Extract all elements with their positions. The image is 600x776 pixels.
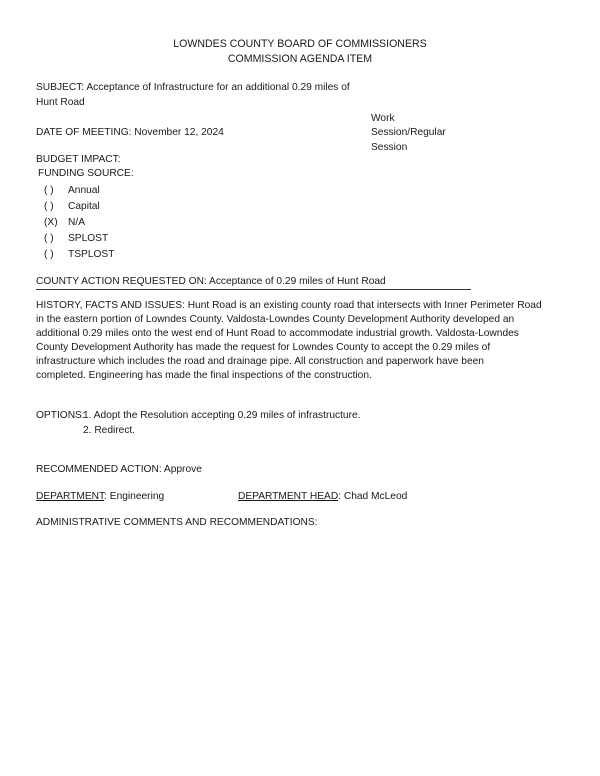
funding-mark: ( ): [44, 201, 54, 212]
department-value: : Engineering: [104, 491, 165, 502]
history-line: in the eastern portion of Lowndes County. Valdosta-Lowndes County Development Authority developed an: [36, 314, 515, 325]
budget-impact-label: BUDGET IMPACT:: [36, 154, 121, 165]
recommended-action: RECOMMENDED ACTION: Approve: [36, 464, 202, 475]
options-label: OPTIONS:: [36, 410, 85, 421]
funding-source-label: FUNDING SOURCE:: [38, 168, 134, 179]
history-line: additional 0.29 miles onto the west end of Hunt Road to accommodate industrial growth. Valdosta-Lowndes: [36, 328, 519, 339]
option-item-2: 2. Redirect.: [83, 425, 136, 436]
department-head-value: : Chad McLeod: [338, 491, 408, 502]
admin-comments-label: ADMINISTRATIVE COMMENTS AND RECOMMENDATIONS:: [36, 517, 318, 528]
funding-option-capital: Capital: [68, 201, 100, 212]
doc-title-line1: LOWNDES COUNTY BOARD OF COMMISSIONERS: [173, 38, 427, 50]
funding-option-annual: Annual: [68, 185, 100, 196]
meeting-type-line1: Work: [371, 113, 395, 124]
divider-line: [36, 289, 471, 290]
funding-option-splost: SPLOST: [68, 233, 109, 244]
option-item-1: 1. Adopt the Resolution accepting 0.29 miles of infrastructure.: [83, 410, 361, 421]
history-line: infrastructure which includes the road and drainage pipe. All construction and paperwork have been: [36, 356, 484, 367]
funding-mark: ( ): [44, 233, 54, 244]
department: [36, 490, 164, 504]
funding-option-na: N/A: [68, 217, 85, 228]
department-head-label: DEPARTMENT HEAD: [238, 491, 339, 502]
funding-mark: ( ): [44, 249, 54, 260]
history-line: County Development Authority has made the request for Lowndes County to accept the 0.29 miles of: [36, 342, 491, 353]
meeting-type-line2: Session/Regular: [371, 127, 446, 138]
meeting-date: DATE OF MEETING: November 12, 2024: [36, 127, 224, 138]
meeting-type-line3: Session: [371, 142, 408, 153]
county-action-requested: COUNTY ACTION REQUESTED ON: Acceptance of 0.29 miles of Hunt Road: [36, 276, 386, 287]
funding-mark: (X): [44, 217, 58, 228]
funding-mark: ( ): [44, 185, 54, 196]
doc-title-line2: COMMISSION AGENDA ITEM: [227, 53, 373, 65]
funding-option-tsplost: TSPLOST: [68, 249, 115, 260]
subject-line1: SUBJECT: Acceptance of Infrastructure for an additional 0.29 miles of: [36, 82, 350, 93]
subject-line2: Hunt Road: [36, 97, 85, 108]
history-line: completed. Engineering has made the final inspections of the construction.: [36, 370, 372, 381]
department-label: DEPARTMENT: [36, 491, 105, 502]
department-head: [238, 490, 407, 504]
history-line: HISTORY, FACTS AND ISSUES: Hunt Road is an existing county road that intersects with Inner Perimeter Road: [36, 300, 542, 311]
